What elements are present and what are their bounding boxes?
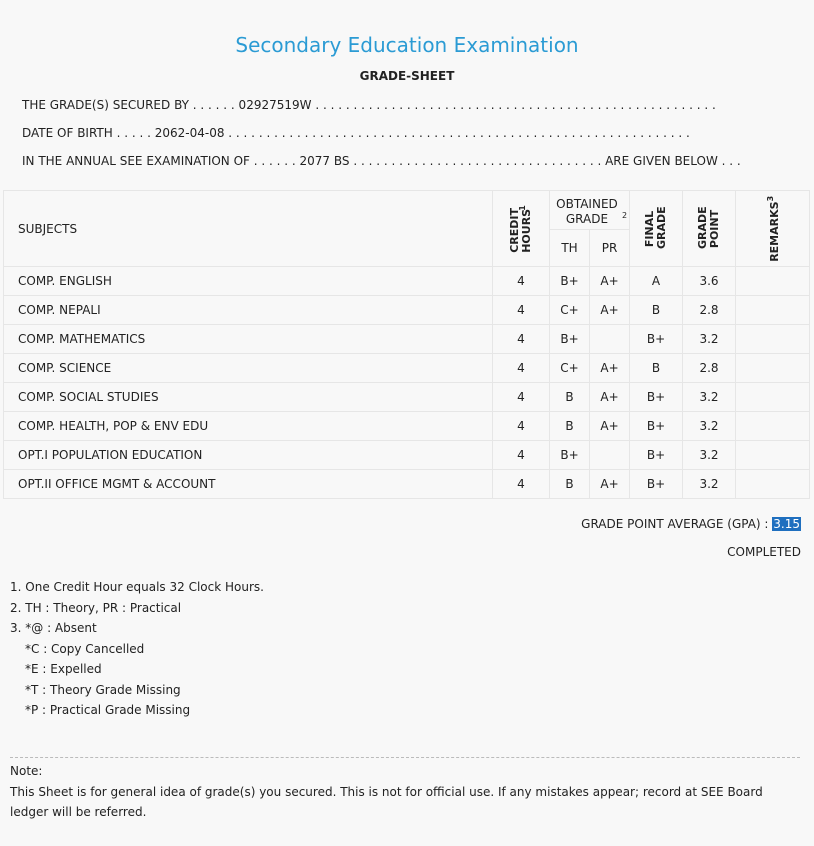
remarks-cell: [736, 470, 810, 499]
table-row: [4, 412, 810, 441]
remarks-cell: [736, 267, 810, 296]
note-text: This Sheet is for general idea of grade(s) you secured. This is not for official use. If any mistakes appear; record at SEE Board ledger will be referred.: [10, 784, 763, 819]
note-label: Note:: [10, 764, 43, 778]
th-grade-cell: B+: [550, 325, 590, 354]
grade-point-header: GRADE POINT: [683, 191, 736, 267]
legend-item: *P : Practical Grade Missing: [25, 703, 191, 717]
grade-point-cell: 3.2: [683, 412, 736, 441]
th-grade-cell: B+: [550, 267, 590, 296]
th-grade-cell: C+: [550, 354, 590, 383]
grade-point-cell: 3.2: [683, 470, 736, 499]
credit-cell: 4: [493, 441, 550, 470]
subject-cell: COMP. NEPALI: [4, 296, 493, 325]
legend: [10, 577, 264, 721]
pr-grade-cell: A+: [590, 296, 630, 325]
legend-item: *E : Expelled: [25, 662, 102, 676]
pr-header: PR: [590, 230, 630, 267]
final-grade-cell: B: [630, 354, 683, 383]
credit-cell: 4: [493, 325, 550, 354]
final-grade-header: FINAL GRADE: [630, 191, 683, 267]
grade-point-cell: 2.8: [683, 354, 736, 383]
subjects-header: SUBJECTS: [4, 191, 493, 267]
subject-cell: COMP. HEALTH, POP & ENV EDU: [4, 412, 493, 441]
remarks-cell: [736, 354, 810, 383]
pr-grade-cell: A+: [590, 470, 630, 499]
final-grade-cell: A: [630, 267, 683, 296]
grade-point-cell: 3.2: [683, 325, 736, 354]
remarks-cell: [736, 383, 810, 412]
final-grade-cell: B+: [630, 325, 683, 354]
credit-cell: 4: [493, 267, 550, 296]
gpa-value: 3.15: [773, 517, 800, 531]
credit-cell: 4: [493, 354, 550, 383]
th-grade-cell: B: [550, 470, 590, 499]
remarks-cell: [736, 412, 810, 441]
divider: [10, 757, 800, 758]
final-grade-cell: B: [630, 296, 683, 325]
table-row: [4, 296, 810, 325]
pr-grade-cell: A+: [590, 412, 630, 441]
table-row: [4, 354, 810, 383]
pr-grade-cell: A+: [590, 383, 630, 412]
grade-point-cell: 3.2: [683, 383, 736, 412]
grade-point-cell: 2.8: [683, 296, 736, 325]
th-grade-cell: B+: [550, 441, 590, 470]
credit-cell: 4: [493, 470, 550, 499]
exam-line: IN THE ANNUAL SEE EXAMINATION OF . . . . . . 2077 BS . . . . . . . . . . . . . . . . . . . . . . . . . . . . . . . . . ARE GIVEN BELOW . . .: [22, 154, 741, 168]
pr-grade-cell: A+: [590, 267, 630, 296]
pr-grade-cell: [590, 325, 630, 354]
page-subtitle: GRADE-SHEET: [359, 69, 455, 83]
table-row: [4, 441, 810, 470]
legend-item: 1. One Credit Hour equals 32 Clock Hours.: [10, 580, 264, 594]
credit-cell: 4: [493, 412, 550, 441]
legend-item: 2. TH : Theory, PR : Practical: [10, 600, 182, 615]
final-grade-cell: B+: [630, 383, 683, 412]
grade-table: [3, 190, 810, 499]
subject-cell: OPT.I POPULATION EDUCATION: [4, 441, 493, 470]
subject-cell: COMP. SOCIAL STUDIES: [4, 383, 493, 412]
legend-item: *T : Theory Grade Missing: [25, 682, 181, 697]
symbol-number-line: THE GRADE(S) SECURED BY . . . . . . 02927519W . . . . . . . . . . . . . . . . . . . . . . . . . . . . . . . . . . . . . . . . . . . . . . . . . . . . .: [22, 98, 716, 112]
th-grade-cell: B: [550, 412, 590, 441]
grade-point-cell: 3.6: [683, 267, 736, 296]
credit-cell: 4: [493, 383, 550, 412]
final-grade-cell: B+: [630, 412, 683, 441]
pr-grade-cell: A+: [590, 354, 630, 383]
remarks-cell: [736, 441, 810, 470]
table-row: [4, 470, 810, 499]
table-row: [4, 383, 810, 412]
final-grade-cell: B+: [630, 470, 683, 499]
remarks-header: REMARKS$^3$: [736, 191, 810, 267]
grade-point-cell: 3.2: [683, 441, 736, 470]
legend-item: 3. *@ : Absent: [10, 621, 97, 635]
th-grade-cell: B: [550, 383, 590, 412]
th-header: TH: [550, 230, 590, 267]
subject-cell: COMP. ENGLISH: [4, 267, 493, 296]
page-title: Secondary Education Examination: [235, 33, 579, 57]
credit-hours-header: CREDIT HOURS$^1$: [493, 191, 550, 267]
final-grade-cell: B+: [630, 441, 683, 470]
gpa-summary: [581, 517, 801, 531]
subject-cell: COMP. MATHEMATICS: [4, 325, 493, 354]
th-grade-cell: C+: [550, 296, 590, 325]
dob-line: DATE OF BIRTH . . . . . 2062-04-08 . . . . . . . . . . . . . . . . . . . . . . . . . . . . . . . . . . . . . . . . . . . . . . . . . . . . . . . . . . . . .: [22, 126, 690, 140]
table-row: [4, 325, 810, 354]
table-row: [4, 267, 810, 296]
gpa-label: GRADE POINT AVERAGE (GPA) :: [581, 517, 769, 531]
pr-grade-cell: [590, 441, 630, 470]
remarks-cell: [736, 296, 810, 325]
subject-cell: COMP. SCIENCE: [4, 354, 493, 383]
legend-item: *C : Copy Cancelled: [25, 641, 145, 656]
remarks-cell: [736, 325, 810, 354]
result-status: COMPLETED: [727, 545, 801, 559]
obtained-grade-header: OBTAINED GRADE $^2$: [550, 191, 630, 230]
subject-cell: OPT.II OFFICE MGMT & ACCOUNT: [4, 470, 493, 499]
note: [10, 761, 800, 823]
credit-cell: 4: [493, 296, 550, 325]
